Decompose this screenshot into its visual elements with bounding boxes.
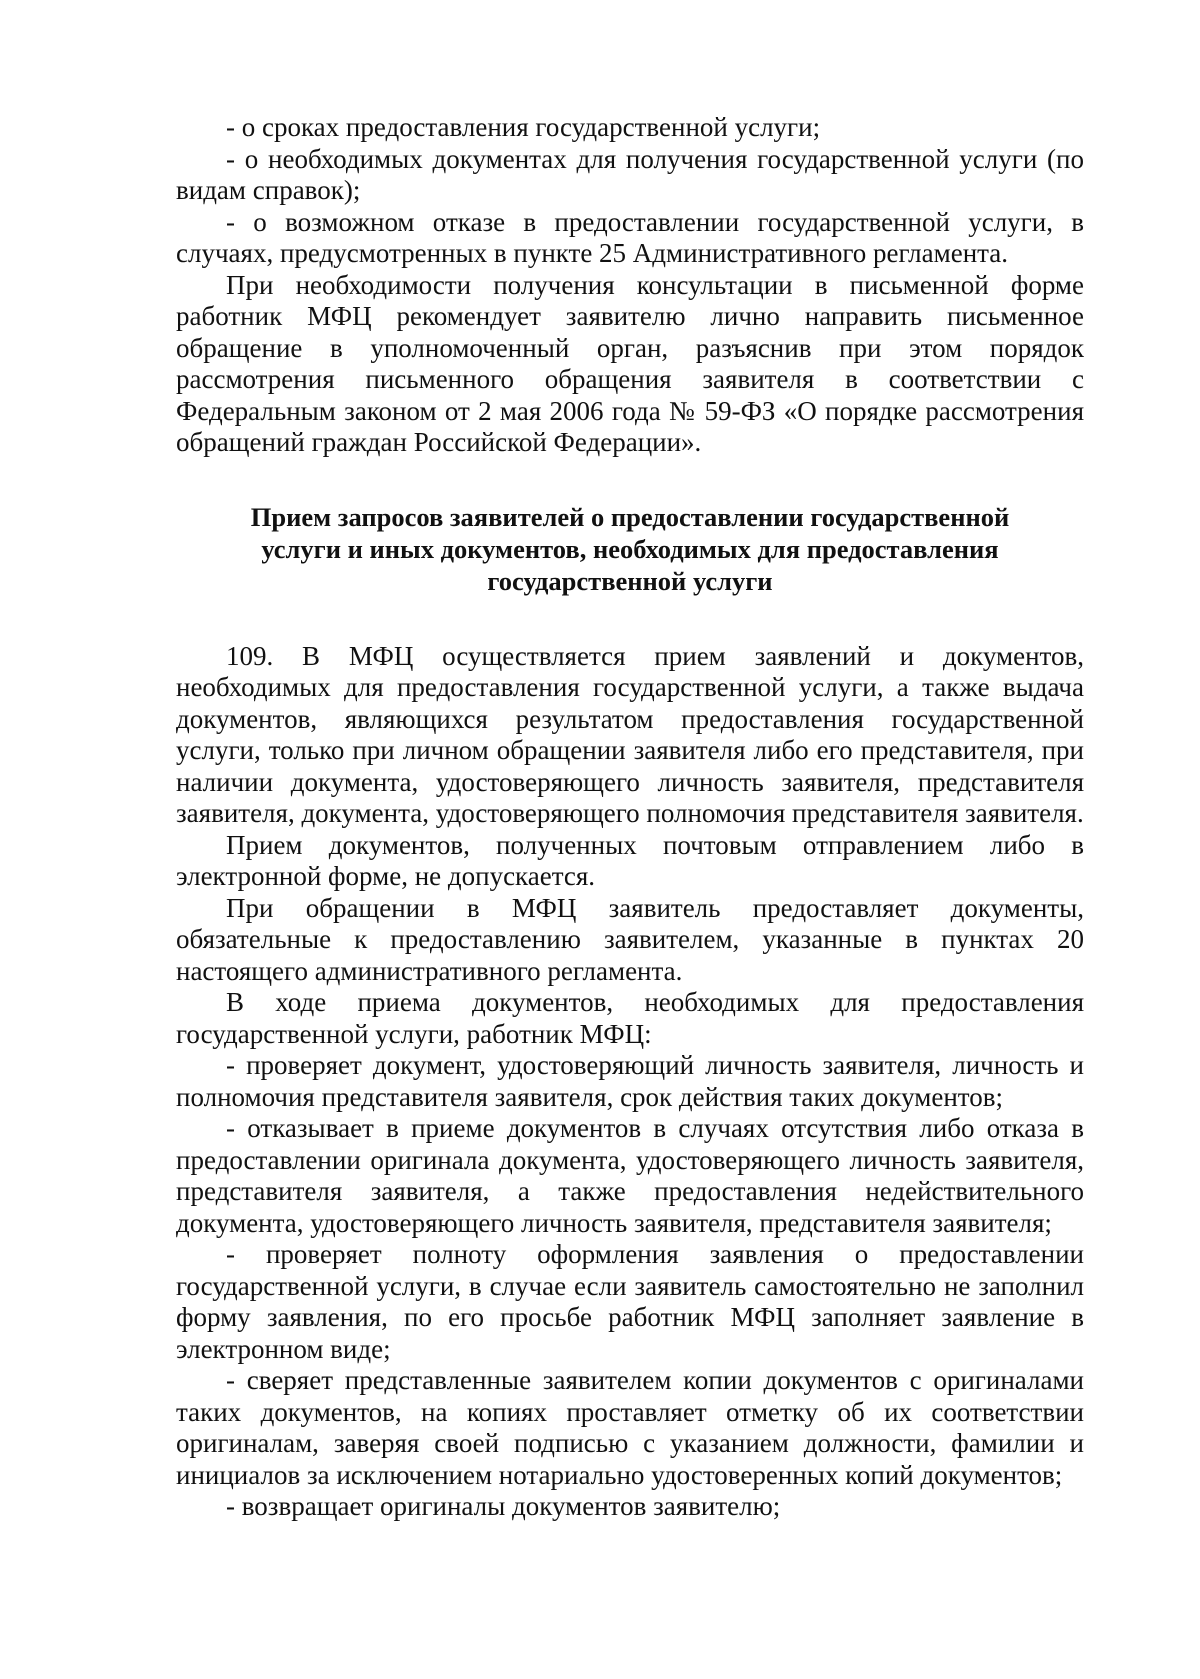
paragraph-written-consultation: При необходимости получения консультации в письменной форме работник МФЦ рекомендует заявителю лично направить письменное обращение в уполномоченный орган, разъяснив при этом порядок рассмотрения письменного обращения заявителя в соответствии с Федеральным законом от 2 мая 2006 года № 59-ФЗ «О порядке рассмотрения обращений граждан Российской Федерации».	[176, 269, 1084, 457]
document-page	[176, 112, 1084, 1523]
section-heading	[176, 501, 1084, 597]
list-item-refuses-acceptance: - отказывает в приеме документов в случаях отсутствия либо отказа в предоставлении оригинала документа, удостоверяющего личность заявителя, представителя заявителя, а также предоставления недействительного документа, удостоверяющего личность заявителя, представителя заявителя;	[176, 1113, 1084, 1238]
section-heading-line-1: Прием запросов заявителей о предоставлении государственной	[250, 501, 1010, 532]
paragraph-possible-refusal: - о возможном отказе в предоставлении государственной услуги, в случаях, предусмотренных в пункте 25 Административного регламента.	[176, 206, 1084, 268]
paragraph-109: 109. В МФЦ осуществляется прием заявлений и документов, необходимых для предоставления государственной услуги, а также выдача документов, являющихся результатом предоставления государственной услуги, только при личном обращении заявителя либо его представителя, при наличии документа, удостоверяющего личность заявителя, представителя заявителя, документа, удостоверяющего полномочия представителя заявителя.	[176, 640, 1084, 828]
paragraph-postal-not-allowed: Прием документов, полученных почтовым отправлением либо в электронной форме, не допускается.	[176, 829, 1084, 891]
paragraph-required-documents: - о необходимых документах для получения государственной услуги (по видам справок);	[176, 143, 1084, 205]
list-item-verifies-copies: - сверяет представленные заявителем копии документов с оригиналами таких документов, на копиях проставляет отметку об их соответствии оригиналам, заверяя своей подписью с указанием должности, фамилии и инициалов за исключением нотариально удостоверенных копий документов;	[176, 1365, 1084, 1490]
paragraph-deadlines: - о сроках предоставления государственной услуги;	[226, 112, 821, 142]
list-item-checks-identity: - проверяет документ, удостоверяющий личность заявителя, личность и полномочия представителя заявителя, срок действия таких документов;	[176, 1050, 1084, 1112]
list-item-checks-completeness: - проверяет полноту оформления заявления о предоставлении государственной услуги, в случае если заявитель самостоятельно не заполнил форму заявления, по его просьбе работник МФЦ заполняет заявление в электронном виде;	[176, 1239, 1084, 1364]
section-heading-line-3: государственной услуги	[487, 565, 773, 596]
section-heading-line-2: услуги и иных документов, необходимых для предоставления	[261, 533, 999, 564]
paragraph-worker-duties-intro: В ходе приема документов, необходимых для предоставления государственной услуги, работник МФЦ:	[176, 987, 1084, 1049]
list-item-returns-originals: - возвращает оригиналы документов заявителю;	[226, 1491, 781, 1521]
paragraph-applicant-provides: При обращении в МФЦ заявитель предоставляет документы, обязательные к предоставлению заявителем, указанные в пунктах 20 настоящего административного регламента.	[176, 892, 1084, 986]
